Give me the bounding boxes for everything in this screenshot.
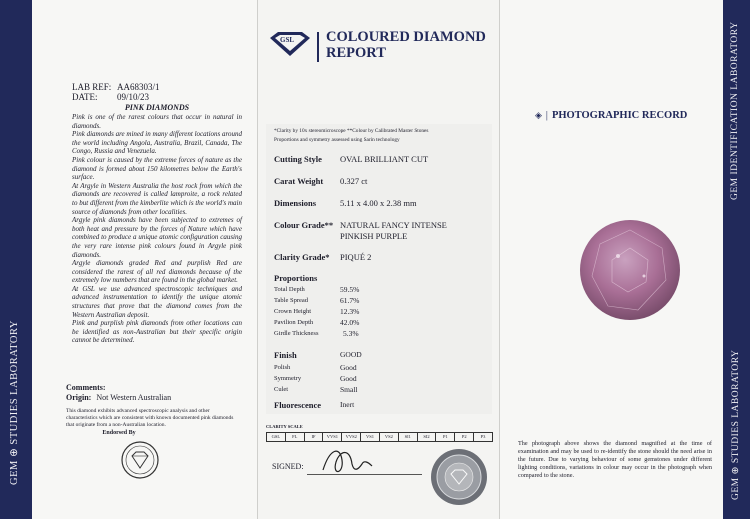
table-spread-label: Table Spread bbox=[274, 297, 309, 304]
left-strip-label: GEM ⊕ STUDIES LABORATORY bbox=[9, 320, 20, 485]
clarity-scale-title: CLARITY SCALE bbox=[266, 424, 303, 429]
specs-notes bbox=[274, 127, 428, 145]
diamond-photo bbox=[578, 218, 682, 327]
specs-box bbox=[266, 124, 492, 414]
pink-paragraph: Pink and purplish pink diamonds from other locations can be identified as non-Australian but their specific origin cannot be determined. bbox=[72, 319, 242, 345]
pavilion-depth-label: Pavilion Depth bbox=[274, 319, 314, 326]
pink-paragraph: Pink diamonds are mined in many different locations around the world including Angola, Australia, Brazil, Canada, The Congo, Russia and Venezuela. bbox=[72, 130, 242, 156]
right-strip-bottom-label: GEM ⊕ STUDIES LABORATORY bbox=[731, 349, 741, 500]
fluorescence-value: Inert bbox=[340, 400, 355, 409]
symmetry-value: Good bbox=[340, 374, 357, 383]
left-brand-strip bbox=[0, 0, 32, 519]
colour-grade-label: Colour Grade** bbox=[274, 220, 334, 230]
clarity-scale-grade: VS1 bbox=[361, 433, 380, 441]
lab-ref-label: LAB REF: bbox=[72, 82, 112, 92]
fold-line bbox=[499, 0, 500, 519]
colour-grade-line1: NATURAL FANCY INTENSE bbox=[340, 220, 447, 230]
colour-grade-value bbox=[340, 220, 447, 242]
hologram-seal bbox=[430, 448, 488, 511]
culet-label: Culet bbox=[274, 386, 289, 393]
pink-paragraph: Argyle diamonds graded Red and purplish Red are considered the rarest of all red diamonds because of the extremely low numbers that are found in the global market. bbox=[72, 259, 242, 285]
colour-grade-line2: PINKISH PURPLE bbox=[340, 231, 408, 241]
clarity-scale-grade: GSL bbox=[267, 433, 286, 441]
polish-label: Polish bbox=[274, 364, 291, 371]
photo-heading: PHOTOGRAPHIC RECORD bbox=[551, 110, 688, 121]
clarity-scale-grade: IF bbox=[305, 433, 324, 441]
origin-row bbox=[66, 393, 171, 402]
report-title-line1: COLOURED DIAMOND bbox=[326, 29, 486, 45]
carat-weight-value: 0.327 ct bbox=[340, 176, 368, 186]
date-row bbox=[72, 92, 149, 103]
cutting-style-label: Cutting Style bbox=[274, 154, 322, 164]
clarity-scale-grade: SI1 bbox=[399, 433, 418, 441]
fluorescence-label: Fluorescence bbox=[274, 400, 322, 410]
girdle-thickness-value: 5.3% bbox=[343, 329, 359, 338]
clarity-scale-grade: P1 bbox=[436, 433, 455, 441]
report-title-line2: REPORT bbox=[326, 45, 386, 61]
clarity-grade-value: PIQUÉ 2 bbox=[340, 252, 372, 262]
right-strip-top-label: GEM IDENTIFICATION LABORATORY bbox=[730, 21, 740, 200]
clarity-scale-grade: SI2 bbox=[418, 433, 437, 441]
pink-paragraph: At GSL we use advanced spectroscopic techniques and advanced instrumentation to identify the unique atomic structures that prove that the diamond comes from the Western Australian deposit. bbox=[72, 284, 242, 319]
photo-heading-row bbox=[535, 105, 687, 123]
lab-ref-value: AA68303/1 bbox=[117, 82, 160, 92]
clarity-scale bbox=[266, 432, 493, 442]
clarity-scale-grade: VS2 bbox=[380, 433, 399, 441]
polish-value: Good bbox=[340, 363, 357, 372]
girdle-thickness-label: Girdle Thickness bbox=[274, 330, 319, 337]
carat-weight-label: Carat Weight bbox=[274, 176, 324, 186]
total-depth-value: 59.5% bbox=[340, 285, 360, 294]
origin-label: Origin: bbox=[66, 393, 92, 402]
clarity-scale-grade: FL bbox=[286, 433, 305, 441]
signature bbox=[318, 440, 378, 485]
report-title bbox=[326, 29, 486, 61]
specs-note: Proportions and symmetry assessed using Sarin technology bbox=[274, 137, 400, 143]
pink-paragraph: Pink is one of the rarest colours that occur in natural in diamonds. bbox=[72, 113, 242, 130]
date-value: 09/10/23 bbox=[117, 92, 150, 102]
proportions-heading: Proportions bbox=[274, 273, 318, 283]
pink-paragraph: Argyle pink diamonds have been subjected to extremes of both heat and pressure by the forces of Nature which have combined to produce a unique atomic configuration causing the very rare intense pink colours found in Argyle pink diamonds. bbox=[72, 216, 242, 259]
table-spread-value: 61.7% bbox=[340, 296, 360, 305]
comments-heading: Comments: bbox=[66, 383, 106, 392]
symmetry-label: Symmetry bbox=[274, 375, 302, 382]
photo-caption: The photograph above shows the diamond magnified at the time of examination and may be used to re-identify the stone should the need arise in the future. Due to varying behaviour of some gemstones under different lighting conditions, variations in colour may occur in the photograph when compared to the stone. bbox=[518, 440, 712, 479]
fold-line bbox=[257, 0, 258, 519]
pink-paragraph: At Argyle in Western Australia the host rock from which the diamonds are recovered is called lamproite, a rock related to but different from the kimberlite which is the world's main source of diamonds from other localities. bbox=[72, 181, 242, 216]
right-brand-strip bbox=[723, 0, 750, 519]
pink-paragraph: Pink colour is caused by the extreme forces of nature as the diamond is formed about 150 kilometres below the Earth's surface. bbox=[72, 155, 242, 182]
signed-label: SIGNED: bbox=[272, 462, 304, 471]
total-depth-label: Total Depth bbox=[274, 286, 305, 293]
pink-heading: PINK DIAMONDS bbox=[124, 103, 190, 112]
dimensions-value: 5.11 x 4.00 x 2.38 mm bbox=[340, 198, 417, 208]
crown-height-label: Crown Height bbox=[274, 308, 312, 315]
culet-value: Small bbox=[340, 385, 358, 394]
crown-height-value: 12.3% bbox=[340, 307, 360, 316]
origin-value: Not Western Australian bbox=[96, 393, 172, 402]
clarity-scale-grade: VVS2 bbox=[342, 433, 361, 441]
clarity-scale-grade: P2 bbox=[455, 433, 474, 441]
specs-note: *Clarity by 10x stereomicroscope **Colour by Calibrated Master Stones bbox=[274, 128, 429, 134]
endorsement-seal bbox=[120, 440, 160, 485]
cutting-style-value: OVAL BRILLIANT CUT bbox=[340, 154, 429, 164]
pavilion-depth-value: 42.0% bbox=[340, 318, 360, 327]
endorsed-label: Endorsed By bbox=[102, 430, 136, 436]
diamond-icon: ◈ bbox=[535, 110, 542, 120]
date-label: DATE: bbox=[72, 92, 98, 102]
finish-value: GOOD bbox=[340, 350, 362, 359]
clarity-scale-grade: P3 bbox=[480, 434, 486, 439]
clarity-grade-label: Clarity Grade* bbox=[274, 252, 330, 262]
clarity-scale-grade: VVS1 bbox=[323, 433, 342, 441]
comments-note: This diamond exhibits advanced spectroscopic analysis and other characteristics which are consistent with known documented pink diamonds that originate from a non-Australian location. bbox=[66, 408, 234, 428]
gsl-logo bbox=[266, 30, 314, 63]
header-divider bbox=[317, 32, 319, 62]
pink-text-block bbox=[72, 113, 242, 345]
finish-heading: Finish bbox=[274, 350, 297, 360]
heading-divider: | bbox=[545, 110, 548, 121]
gsl-logo-text: GSL bbox=[280, 36, 295, 44]
dimensions-label: Dimensions bbox=[274, 198, 317, 208]
